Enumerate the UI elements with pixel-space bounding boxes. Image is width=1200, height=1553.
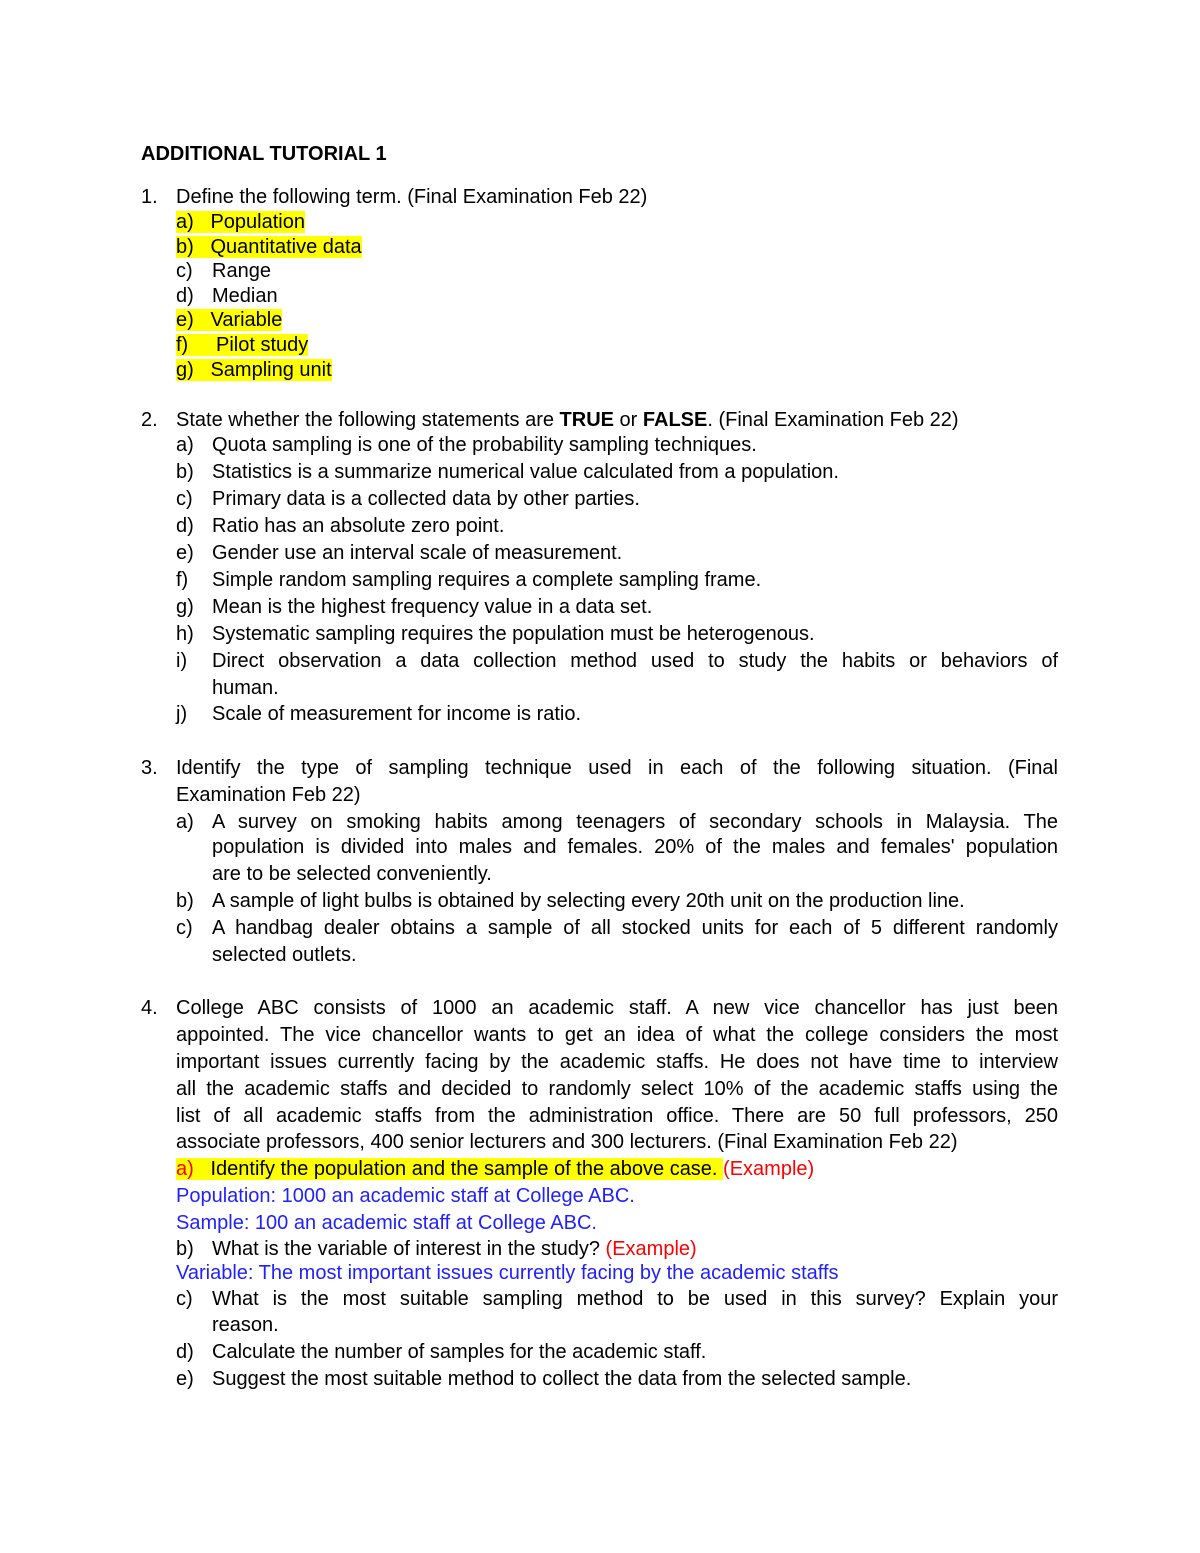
q4-item-text: Suggest the most suitable method to collect the data from the selected sample.	[212, 1368, 912, 1390]
q2-item-label: g)	[176, 596, 194, 618]
true-keyword: TRUE	[559, 409, 614, 431]
q1-item-text: Range	[212, 260, 271, 282]
q2-item-text: Primary data is a collected data by other parties.	[212, 488, 640, 510]
q4-item-b	[212, 1236, 697, 1262]
q2-item-label: b)	[176, 461, 194, 483]
q4-item-text: Identify the population and the sample of the above case.	[210, 1158, 724, 1180]
q2-item-label: a)	[176, 434, 194, 456]
q3-text: Identify the type of sampling technique used in each of the following situation. (Final	[176, 757, 1058, 779]
q2-item-text: Quota sampling is one of the probability sampling techniques.	[212, 434, 757, 456]
q1-item-f	[176, 332, 308, 358]
q2-item-label: c)	[176, 488, 193, 510]
q3-item-text-continued: are to be selected conveniently.	[212, 863, 492, 885]
q1-item-label: e)	[176, 309, 194, 331]
q1-item-text: Population	[210, 211, 305, 233]
q4-item-text: Calculate the number of samples for the academic staff.	[212, 1341, 707, 1363]
q4-text: list of all academic staffs from the administration office. There are 50 full professors, 250	[176, 1105, 1058, 1127]
q2-text: State whether the following statements are TRUE or FALSE. (Final Examination Feb 22)	[176, 409, 959, 431]
q2-item-label: j)	[176, 703, 188, 725]
q1-item-label: g)	[176, 359, 194, 381]
q2-item-text: Ratio has an absolute zero point.	[212, 515, 505, 537]
q1-item-label: c)	[176, 260, 193, 282]
q3-item-label: b)	[176, 890, 194, 912]
q1-item-label: d)	[176, 285, 194, 307]
q1-item-b	[176, 234, 362, 260]
q4-text: important issues currently facing by the academic staffs. He does not have time to interview	[176, 1051, 1058, 1073]
q3-text-continued: Examination Feb 22)	[176, 784, 361, 806]
q2-item-text: Direct observation a data collection method used to study the habits or behaviors of	[212, 650, 1058, 672]
q4-item-label: c)	[176, 1288, 193, 1310]
q1-item-label: a)	[176, 211, 194, 233]
q1-item-d	[176, 283, 194, 309]
q2-item-label: f)	[176, 569, 189, 591]
false-keyword: FALSE	[642, 409, 708, 431]
q2-item-label: h)	[176, 623, 194, 645]
q2-item-text: Simple random sampling requires a complete sampling frame.	[212, 569, 762, 591]
q1-item-e	[176, 307, 282, 333]
answer-variable: Variable: The most important issues currently facing by the academic staffs	[176, 1262, 839, 1284]
q1-item-g	[176, 357, 332, 383]
document-title: ADDITIONAL TUTORIAL 1	[141, 143, 387, 165]
answer-sample: Sample: 100 an academic staff at College ABC.	[176, 1212, 597, 1234]
q1-item-text: Pilot study	[216, 334, 309, 356]
q2-item-label: d)	[176, 515, 194, 537]
q3-item-text: A handbag dealer obtains a sample of all stocked units for each of 5 different randomly	[212, 917, 1058, 939]
q2-item-label: e)	[176, 542, 194, 564]
q3-item-text-continued: selected outlets.	[212, 944, 357, 966]
q4-text: associate professors, 400 senior lecturers and 300 lecturers. (Final Examination Feb 22)	[176, 1131, 958, 1153]
q1-number: 1.	[141, 186, 158, 208]
example-tag: (Example)	[723, 1158, 815, 1180]
q4-item-label: d)	[176, 1341, 194, 1363]
q2-item-label: i)	[176, 650, 188, 672]
q4-item-label: a)	[176, 1158, 194, 1180]
q2-item-text-continued: human.	[212, 677, 279, 699]
q4-item-label: b)	[176, 1238, 194, 1260]
q1-item-label: b)	[176, 236, 194, 258]
example-tag: (Example)	[605, 1238, 697, 1260]
q4-text: appointed. The vice chancellor wants to get an idea of what the college considers the most	[176, 1024, 1058, 1046]
q1-item-text: Sampling unit	[210, 359, 332, 381]
q2-item-text: Statistics is a summarize numerical value calculated from a population.	[212, 461, 839, 483]
q3-item-text: A survey on smoking habits among teenagers of secondary schools in Malaysia. The	[212, 811, 1058, 833]
answer-population: Population: 1000 an academic staff at College ABC.	[176, 1185, 635, 1207]
q4-number: 4.	[141, 997, 158, 1019]
q3-number: 3.	[141, 757, 158, 779]
q1-text: Define the following term. (Final Examination Feb 22)	[176, 186, 648, 208]
q2-item-text: Scale of measurement for income is ratio.	[212, 703, 582, 725]
q1-item-text: Median	[212, 285, 278, 307]
q2-item-text: Systematic sampling requires the population must be heterogenous.	[212, 623, 815, 645]
q2-item-text: Gender use an interval scale of measurement.	[212, 542, 623, 564]
q1-item-text: Quantitative data	[210, 236, 362, 258]
q4-item-text-continued: reason.	[212, 1314, 279, 1336]
q3-item-label: c)	[176, 917, 193, 939]
q2-number: 2.	[141, 409, 158, 431]
q1-item-c	[176, 258, 193, 284]
q4-item-a	[176, 1156, 814, 1182]
q4-text: all the academic staffs and decided to randomly select 10% of the academic staffs using the	[176, 1078, 1058, 1100]
q1-item-label: f)	[176, 334, 189, 356]
q3-item-text-continued: population is divided into males and females. 20% of the males and females' population	[212, 836, 1058, 858]
q3-item-text: A sample of light bulbs is obtained by selecting every 20th unit on the production line.	[212, 890, 965, 912]
q1-item-text: Variable	[210, 309, 283, 331]
q3-item-label: a)	[176, 811, 194, 833]
q2-item-text: Mean is the highest frequency value in a data set.	[212, 596, 653, 618]
q4-item-label: e)	[176, 1368, 194, 1390]
q4-item-text: What is the most suitable sampling method to be used in this survey? Explain your	[212, 1288, 1058, 1310]
q1-item-a	[176, 209, 305, 235]
q4-text: College ABC consists of 1000 an academic staff. A new vice chancellor has just been	[176, 997, 1058, 1019]
q4-item-text: What is the variable of interest in the study?	[212, 1238, 606, 1260]
